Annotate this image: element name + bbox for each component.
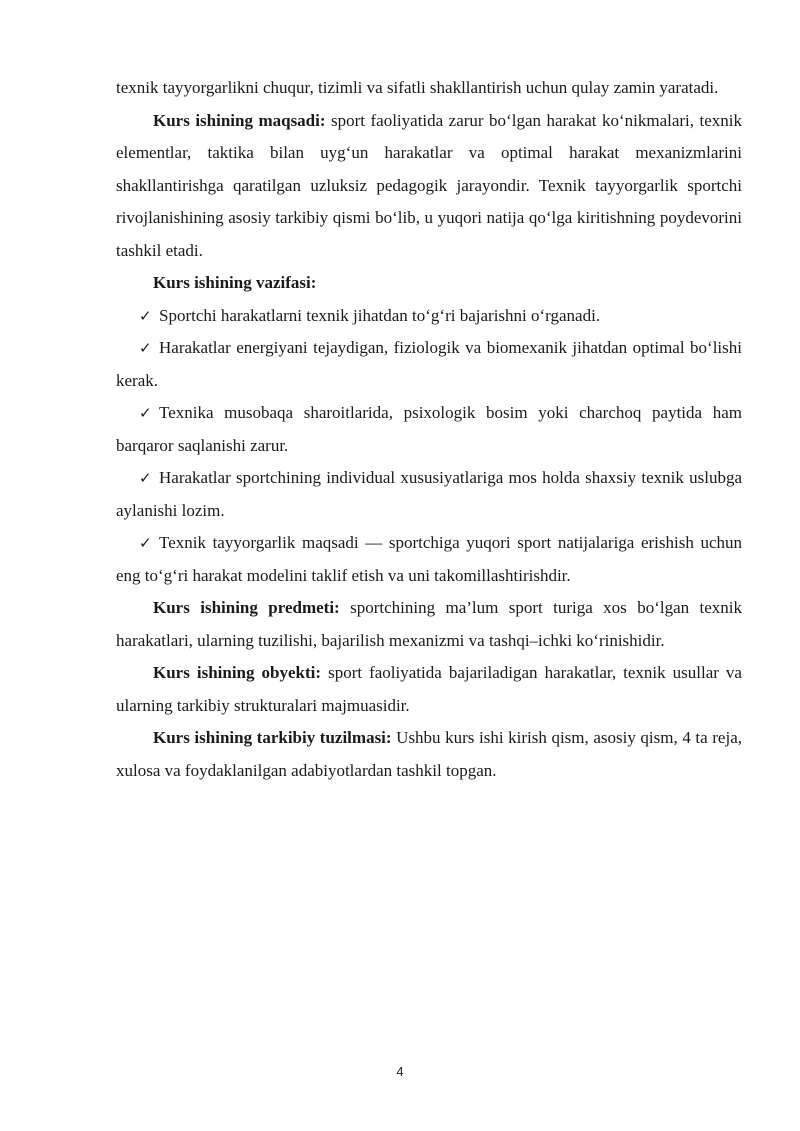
obyekt-paragraph [116,657,742,722]
vazifa-heading: Kurs ishining vazifasi: [153,273,317,292]
list-item [116,462,742,527]
predmet-text: sportchining ma’lum sport turiga xos bo‘lgan texnik harakatlari, ularning tuzilishi, bajarilish mexanizmi va tashqi–ichki ko‘rinishidir. [116,598,742,650]
checkmark-icon: ✓ [139,306,152,325]
maqsad-text: sport faoliyatida zarur bo‘lgan harakat ko‘nikmalari, texnik elementlar, taktika bilan uyg‘un harakatlar va optimal harakat mexanizmlarini shakllantirishga qaratilgan uzluksiz pedagogik jarayondir. Texnik tayyorgarlik sportchi rivojlanishining asosiy tarkibiy qismi bo‘lib, u yuqori natija qo‘lga kiritishning poydevorini tashkil etadi. [116,110,742,260]
list-item-text: Harakatlar sportchining individual xususiyatlariga mos holda shaxsiy texnik uslubga aylanishi lozim. [116,468,742,520]
list-item [116,300,742,333]
predmet-label: Kurs ishining predmeti: [153,598,340,617]
list-item-text: Texnika musobaqa sharoitlarida, psixologik bosim yoki charchoq paytida ham barqaror saqlanishi zarur. [116,403,742,455]
list-item-text: Harakatlar energiyani tejaydigan, fiziologik va biomexanik jihatdan optimal bo‘lishi kerak. [116,338,742,390]
tuzilma-label: Kurs ishining tarkibiy tuzilmasi: [153,728,392,747]
checkmark-icon: ✓ [139,339,152,357]
obyekt-label: Kurs ishining obyekti: [153,663,322,682]
tuzilma-paragraph [116,722,742,787]
list-item [116,332,742,397]
checkmark-icon: ✓ [139,404,152,422]
list-item-text: Sportchi harakatlarni texnik jihatdan to‘g‘ri bajarishni o‘rganadi. [159,305,601,325]
checkmark-icon: ✓ [139,534,152,552]
list-item-text: Texnik tayyorgarlik maqsadi — sportchiga yuqori sport natijalariga erishish uchun eng to‘g‘ri harakat modelini taklif etish va uni takomillashtirishdir. [116,533,742,585]
list-item [116,527,742,592]
list-item [116,397,742,462]
maqsad-label: Kurs ishining maqsadi: [153,110,326,130]
document-body [116,72,742,787]
page-number: 4 [396,1064,404,1079]
checkmark-icon: ✓ [139,469,152,487]
maqsad-paragraph [116,105,742,268]
tuzilma-text: Ushbu kurs ishi kirish qism, asosiy qism, 4 ta reja, xulosa va foydaklanilgan adabiyotlardan tashkil topgan. [116,728,742,780]
opening-paragraph: texnik tayyorgarlikni chuqur, tizimli va sifatli shakllantirish uchun qulay zamin yaratadi. [116,78,719,97]
predmet-paragraph [116,592,742,657]
obyekt-text: sport faoliyatida bajariladigan harakatlar, texnik usullar va ularning tarkibiy strukturalari majmuasidir. [116,663,742,715]
